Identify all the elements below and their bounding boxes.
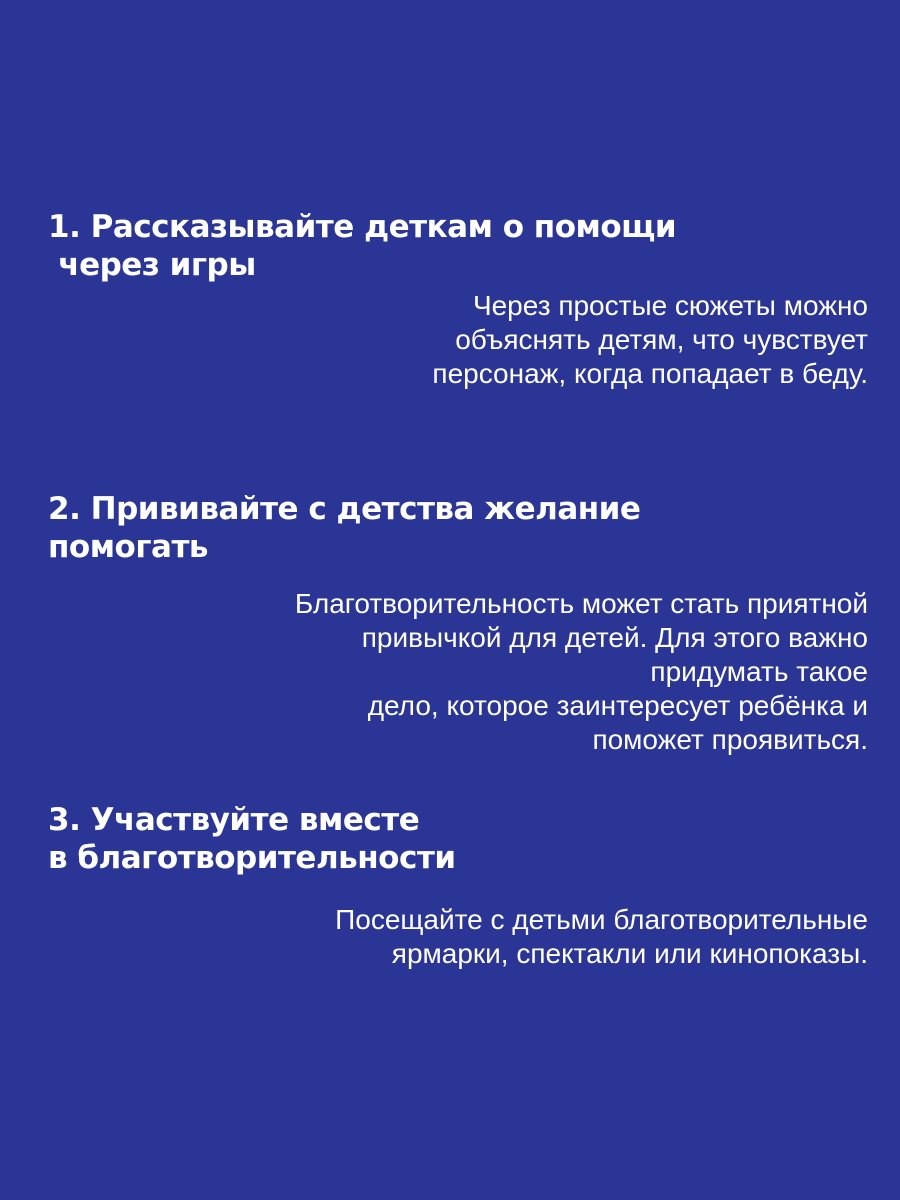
section-3-text-line-1: Посещайте с детьми благотворительные	[335, 904, 868, 935]
section-1-heading	[48, 208, 676, 284]
section-2-text-line-1: Благотворительность может стать приятной	[294, 588, 868, 619]
section-3-text-line-2: ярмарки, спектакли или кинопоказы.	[391, 938, 868, 969]
section-1-heading-line-2: через игры	[48, 247, 256, 283]
section-3-text	[335, 903, 868, 971]
section-3-heading-line-1: 3. Участвуйте вместе	[48, 802, 420, 838]
section-2-text-line-4: дело, которое заинтересует ребёнка и	[367, 690, 868, 721]
section-1-heading-line-1: 1. Рассказывайте деткам о помощи	[48, 209, 677, 245]
section-2-text-line-2: привычкой для детей. Для этого важно	[361, 622, 868, 653]
section-2-text	[295, 587, 868, 757]
section-3-heading-line-2: в благотворительности	[48, 840, 456, 876]
section-2-text-line-3: придумать такое	[650, 656, 868, 687]
section-2-heading-line-1: 2. Прививайте с детства желание	[48, 491, 641, 527]
section-3-heading	[48, 801, 456, 877]
section-1-text-line-2: объяснять детям, что чувствует	[455, 324, 868, 355]
section-1-text-line-3: персонаж, когда попадает в беду.	[432, 358, 868, 389]
section-2-heading	[48, 490, 640, 566]
section-1-text	[432, 289, 868, 391]
section-2-text-line-5: поможет проявиться.	[592, 724, 868, 755]
section-2-heading-line-2: помогать	[48, 529, 209, 565]
section-1-text-line-1: Через простые сюжеты можно	[472, 290, 868, 321]
